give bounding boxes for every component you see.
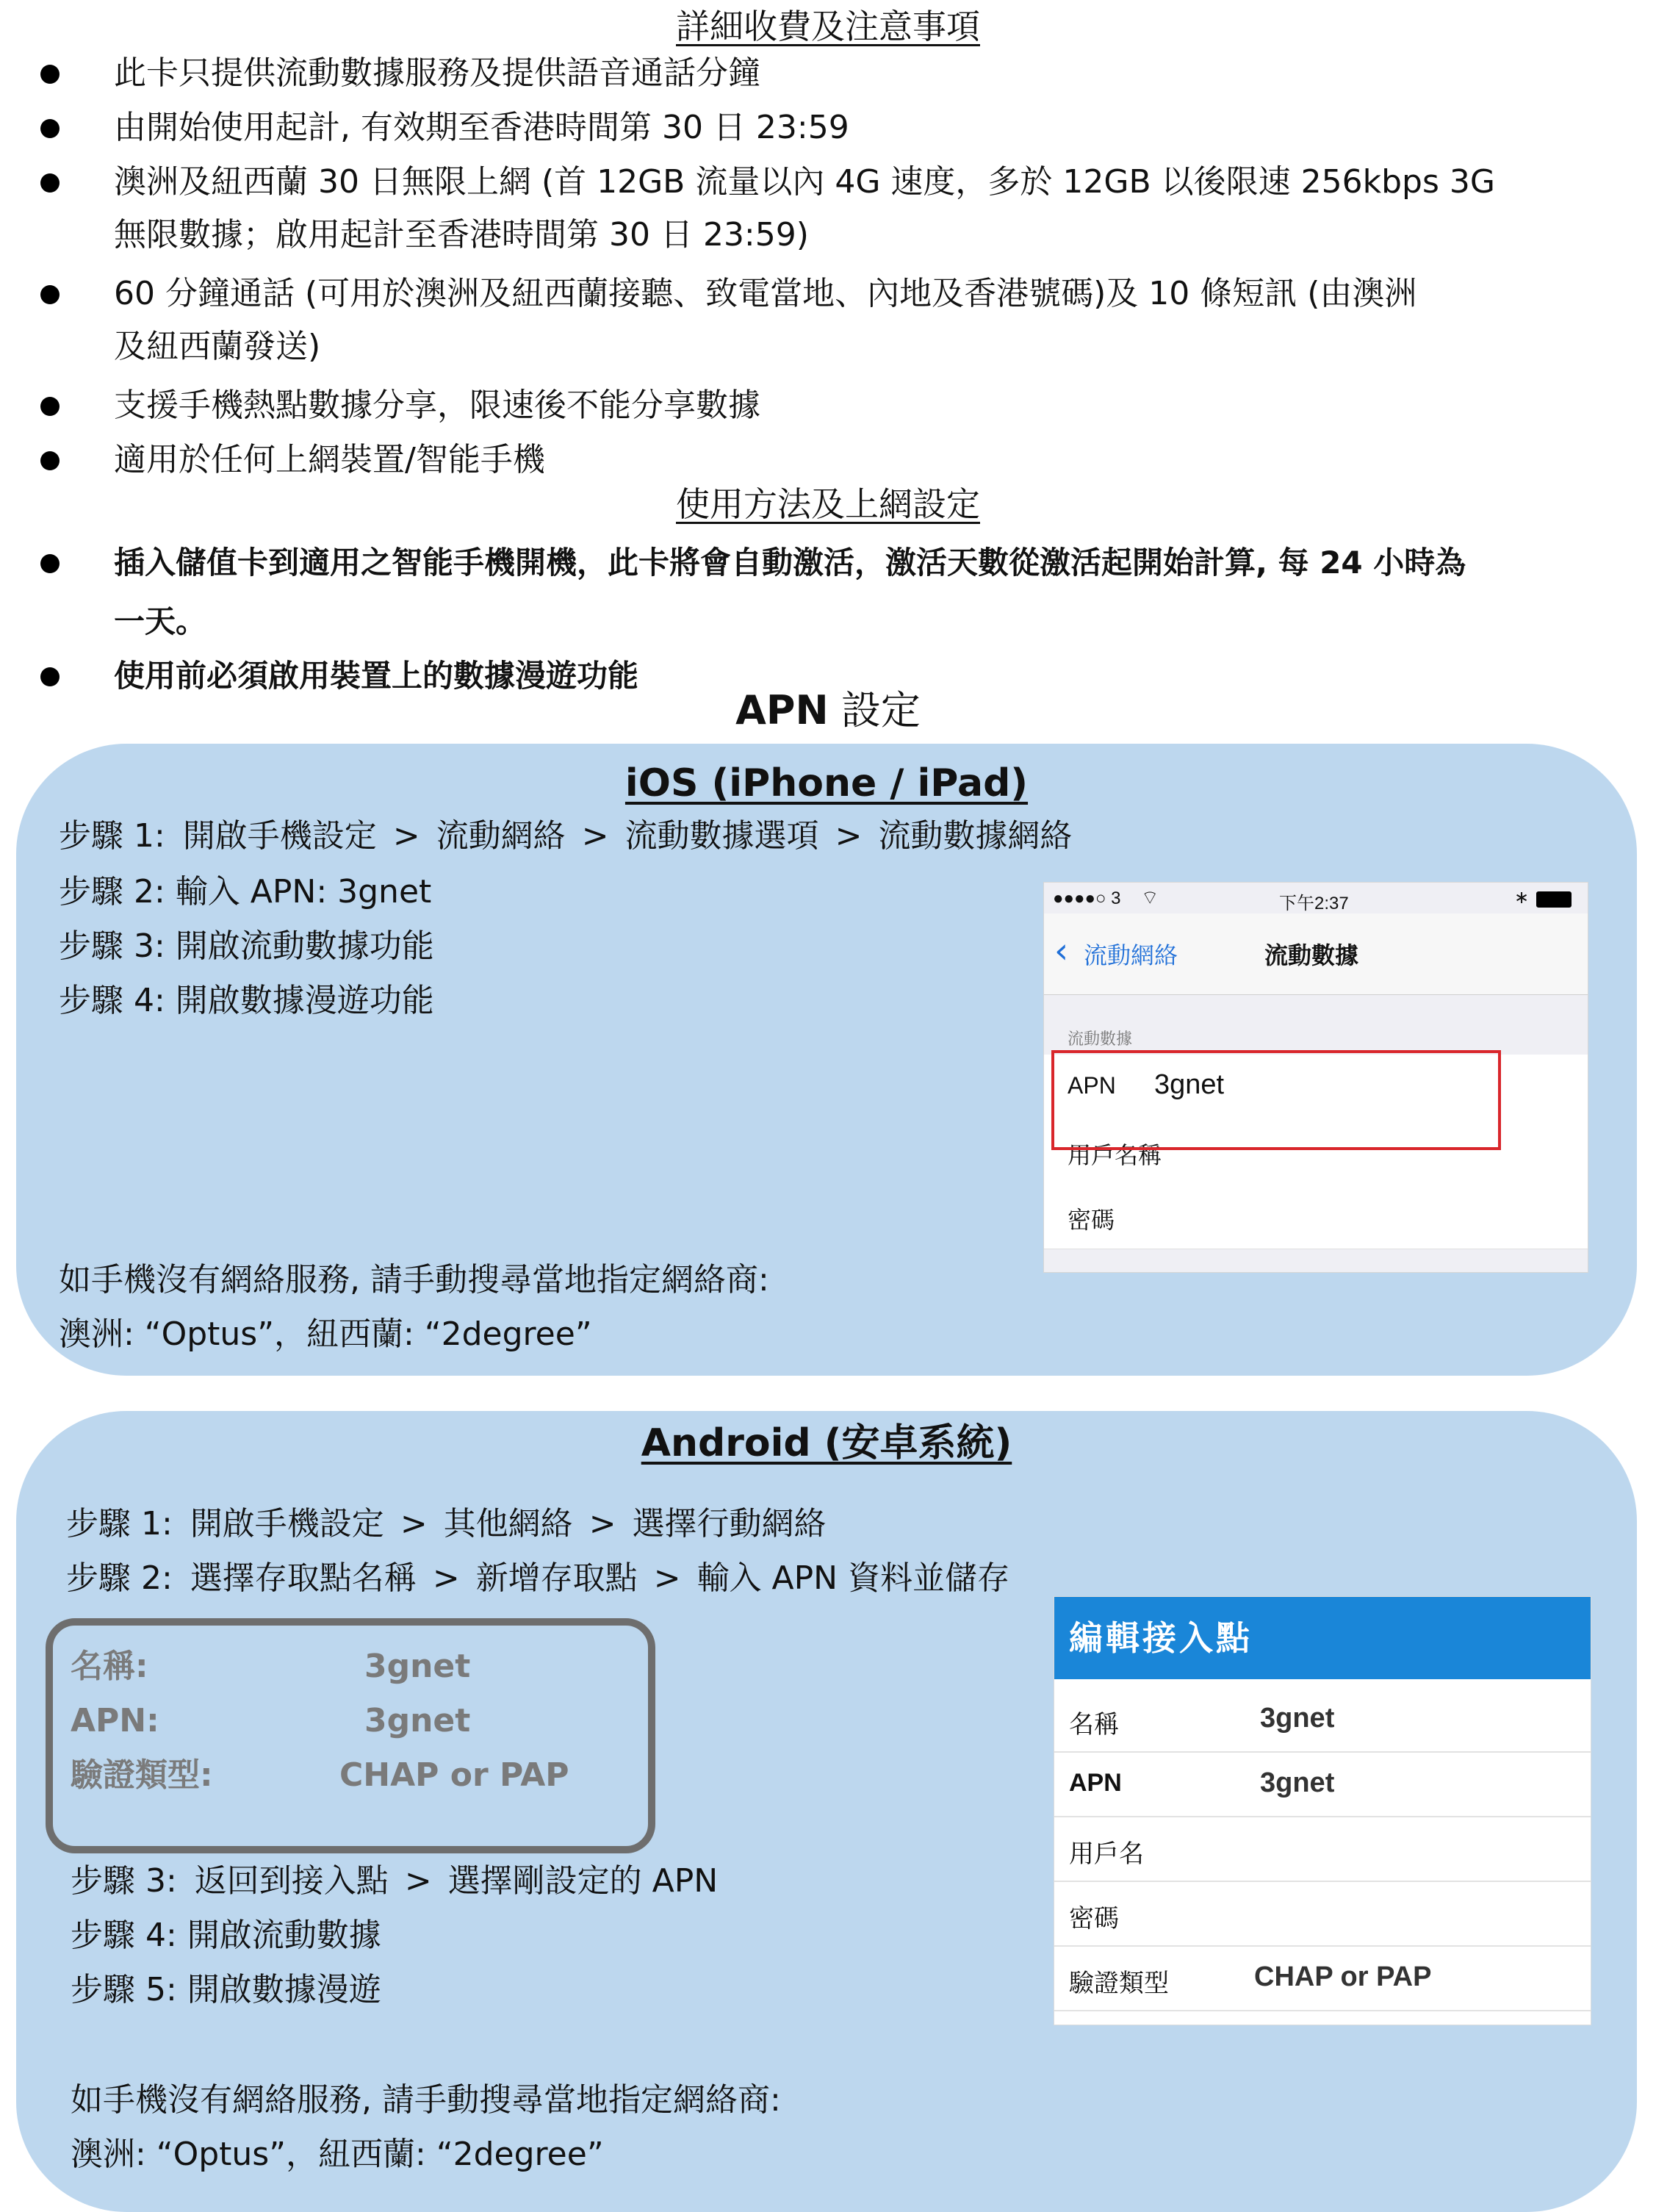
bullet-icon — [40, 173, 60, 193]
android-network-note: 如手機沒有網絡服務, 請手動搜尋當地指定網絡商: — [71, 2081, 781, 2119]
android-name-row[interactable]: 名稱 3gnet — [1054, 1688, 1591, 1753]
apn-name-value: 3gnet — [364, 1648, 471, 1685]
fee-item-1: 此卡只提供流動數據服務及提供語音通話分鐘 — [40, 47, 1583, 100]
back-chevron-icon[interactable]: ‹ — [1054, 930, 1069, 972]
ios-status-bar: ●●●●○ 3 ⌔ 下午2:37 ∗ — [1044, 883, 1588, 913]
wifi-icon: ⌔ — [1141, 886, 1159, 908]
ios-password-row[interactable]: 密碼 — [1044, 1184, 1588, 1249]
usage-item-2: 使用前必須啟用裝置上的數據漫遊功能 — [40, 650, 1583, 703]
section-label: 流動數據 — [1068, 1030, 1133, 1049]
android-password-row[interactable]: 密碼 — [1054, 1882, 1591, 1947]
ios-network-operators: 澳洲: “Optus”，紐西蘭: “2degree” — [59, 1315, 592, 1353]
fee-item-5: 支援手機熱點數據分享，限速後不能分享數據 — [40, 379, 1583, 432]
bullet-icon — [40, 451, 60, 470]
apn-apn-label: APN: — [71, 1702, 159, 1739]
ios-step-3: 步驟 3: 開啟流動數據功能 — [59, 927, 434, 965]
apn-name-label: 名稱: — [71, 1648, 148, 1685]
android-network-operators: 澳洲: “Optus”，紐西蘭: “2degree” — [71, 2136, 604, 2173]
ios-apn-row[interactable]: APN 3gnet — [1044, 1055, 1588, 1120]
fees-heading: 詳細收費及注意事項 — [676, 7, 980, 46]
android-apn-row[interactable]: APN 3gnet — [1054, 1753, 1591, 1817]
apn-auth-value: CHAP or PAP — [339, 1756, 569, 1794]
android-auth-row[interactable]: 驗證類型 CHAP or PAP — [1054, 1947, 1591, 2011]
android-username-row[interactable]: 用戶名 — [1054, 1817, 1591, 1882]
android-panel-title: Android (安卓系統) — [641, 1421, 1012, 1465]
usage-item-1: 插入儲值卡到適用之智能手機開機，此卡將會自動激活，激活天數從激活起開始計算, 每 24 小時為 一天。 — [40, 534, 1583, 651]
bullet-icon — [40, 65, 60, 84]
ios-nav-bar — [1044, 913, 1588, 995]
ios-step-2: 步驟 2: 輸入 APN: 3gnet — [59, 873, 432, 911]
apn-settings-heading: APN 設定 — [735, 687, 921, 733]
bluetooth-icon: ∗ — [1514, 888, 1530, 908]
apn-apn-value: 3gnet — [364, 1702, 471, 1739]
back-button[interactable]: 流動網絡 — [1084, 941, 1178, 969]
fee-item-4: 60 分鐘通話 (可用於澳洲及紐西蘭接聽、致電當地、內地及香港號碼)及 10 條短訊 (由澳洲 及紐西蘭發送) — [40, 267, 1583, 373]
android-step-3: 步驟 3: 返回到接入點 > 選擇剛設定的 APN — [71, 1862, 719, 1900]
ios-username-row[interactable]: 用戶名稱 — [1044, 1119, 1588, 1185]
android-step-5: 步驟 5: 開啟數據漫遊 — [71, 1971, 381, 2008]
android-apn-screenshot — [1054, 1596, 1591, 2025]
apn-config-box — [46, 1618, 655, 1853]
bullet-icon — [40, 667, 60, 686]
fee-item-6: 適用於任何上網裝置/智能手機 — [40, 434, 1583, 486]
android-step-4: 步驟 4: 開啟流動數據 — [71, 1917, 381, 1954]
android-step-1: 步驟 1: 開啟手機設定 > 其他網絡 > 選擇行動網絡 — [66, 1505, 827, 1543]
ios-step-1: 步驟 1: 開啟手機設定 > 流動網絡 > 流動數據選項 > 流動數據網絡 — [59, 817, 1073, 855]
fee-item-2: 由開始使用起計, 有效期至香港時間第 30 日 23:59 — [40, 101, 1583, 154]
ios-panel-title: iOS (iPhone / iPad) — [624, 761, 1029, 805]
bullet-icon — [40, 119, 60, 138]
usage-heading: 使用方法及上網設定 — [676, 484, 980, 524]
battery-icon — [1536, 891, 1572, 908]
edit-apn-header: 編輯接入點 — [1054, 1597, 1591, 1679]
ios-step-4: 步驟 4: 開啟數據漫遊功能 — [59, 982, 434, 1019]
ios-network-note: 如手機沒有網絡服務, 請手動搜尋當地指定網絡商: — [59, 1261, 769, 1299]
bullet-icon — [40, 554, 60, 573]
android-step-2: 步驟 2: 選擇存取點名稱 > 新增存取點 > 輸入 APN 資料並儲存 — [66, 1559, 1010, 1597]
nav-title: 流動數據 — [1264, 941, 1359, 969]
highlight-box — [1051, 1050, 1501, 1150]
apn-auth-label: 驗證類型: — [71, 1756, 213, 1794]
bullet-icon — [40, 285, 60, 304]
ios-apn-screenshot — [1043, 882, 1588, 1273]
bullet-icon — [40, 397, 60, 416]
fee-item-3: 澳洲及紐西蘭 30 日無限上網 (首 12GB 流量以內 4G 速度，多於 12GB 以後限速 256kbps 3G 無限數據；啟用起計至香港時間第 30 日 23:59) — [40, 156, 1583, 262]
